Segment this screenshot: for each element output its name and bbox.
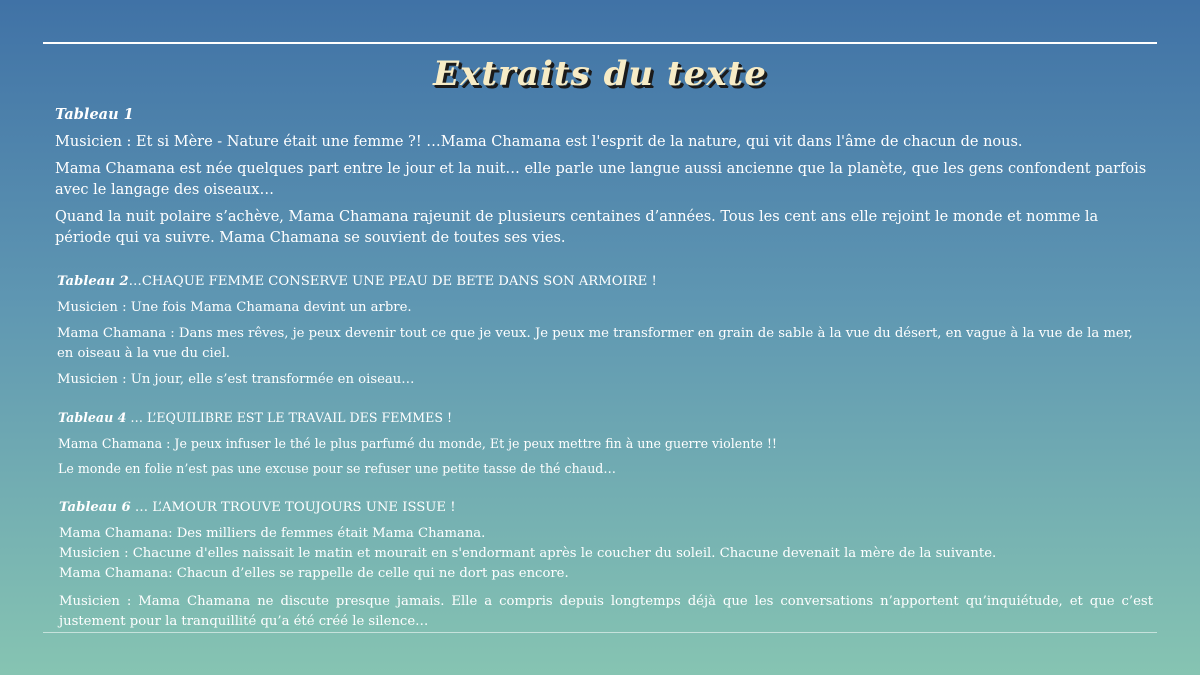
paragraph: Musicien : Et si Mère - Nature était une femme ?! …Mama Chamana est l'esprit de la nature, qui vit dans l'âme de chacun de nous. (55, 134, 1023, 150)
paragraph: Musicien : Une fois Mama Chamana devint un arbre. (57, 300, 412, 315)
section-heading-label: Tableau 1 (55, 106, 134, 123)
section-heading-label: Tableau 4 (58, 410, 127, 425)
top-divider (43, 42, 1157, 44)
paragraph: Quand la nuit polaire s’achève, Mama Chamana rajeunit de plusieurs centaines d’années. Tous les cent ans elle rejoint le monde et nomme la période qui va suivre. Mama Chamana se souvient de toutes ses vies. (55, 209, 1099, 246)
section-tableau-2 (57, 272, 1147, 396)
section-heading (58, 408, 1148, 427)
dialogue-line: Mama Chamana: Des milliers de femmes était Mama Chamana. (59, 526, 486, 541)
section-tableau-1 (55, 104, 1147, 255)
section-heading-subtitle: … L’AMOUR TROUVE TOUJOURS UNE ISSUE ! (130, 500, 456, 515)
dialogue-line: Mama Chamana: Chacun d’elles se rappelle de celle qui ne dort pas encore. (59, 566, 569, 581)
section-heading (59, 498, 1153, 518)
paragraph: Mama Chamana : Dans mes rêves, je peux devenir tout ce que je veux. Je peux me transformer en grain de sable à la vue du désert, en vague à la vue de la mer, en oiseau à la vue du ciel. (57, 326, 1133, 361)
section-heading-label: Tableau 2 (57, 274, 129, 289)
paragraph: Musicien : Mama Chamana ne discute presque jamais. Elle a compris depuis longtemps déjà que les conversations n’apportent qu’inquiétude, et que c’est justement pour la tranquillité qu’a été créé le silence… (59, 594, 1153, 629)
section-heading-subtitle: … L’EQUILIBRE EST LE TRAVAIL DES FEMMES ! (126, 410, 453, 425)
paragraph: Mama Chamana est née quelques part entre le jour et la nuit… elle parle une langue aussi ancienne que la planète, que les gens confondent parfois avec le langage des oiseaux… (55, 161, 1147, 198)
dialogue-line: Musicien : Chacune d'elles naissait le matin et mourait en s'endormant après le coucher du soleil. Chacune devenait la mère de la suivante. (59, 546, 997, 561)
paragraph: Musicien : Un jour, elle s’est transformée en oiseau… (57, 372, 415, 387)
page-title: Extraits du texte (433, 54, 767, 94)
section-tableau-6 (59, 498, 1153, 632)
paragraph: Mama Chamana : Je peux infuser le thé le plus parfumé du monde, Et je peux mettre fin à une guerre violente !! (58, 436, 777, 451)
dialogue-block (59, 524, 1153, 584)
section-heading (57, 272, 1147, 292)
section-heading (55, 104, 1147, 126)
section-tableau-4 (58, 408, 1148, 484)
paragraph: Le monde en folie n’est pas une excuse pour se refuser une petite tasse de thé chaud… (58, 461, 616, 476)
section-heading-label: Tableau 6 (59, 500, 131, 515)
bottom-divider (43, 632, 1157, 633)
section-heading-subtitle: …CHAQUE FEMME CONSERVE UNE PEAU DE BETE DANS SON ARMOIRE ! (128, 274, 657, 289)
